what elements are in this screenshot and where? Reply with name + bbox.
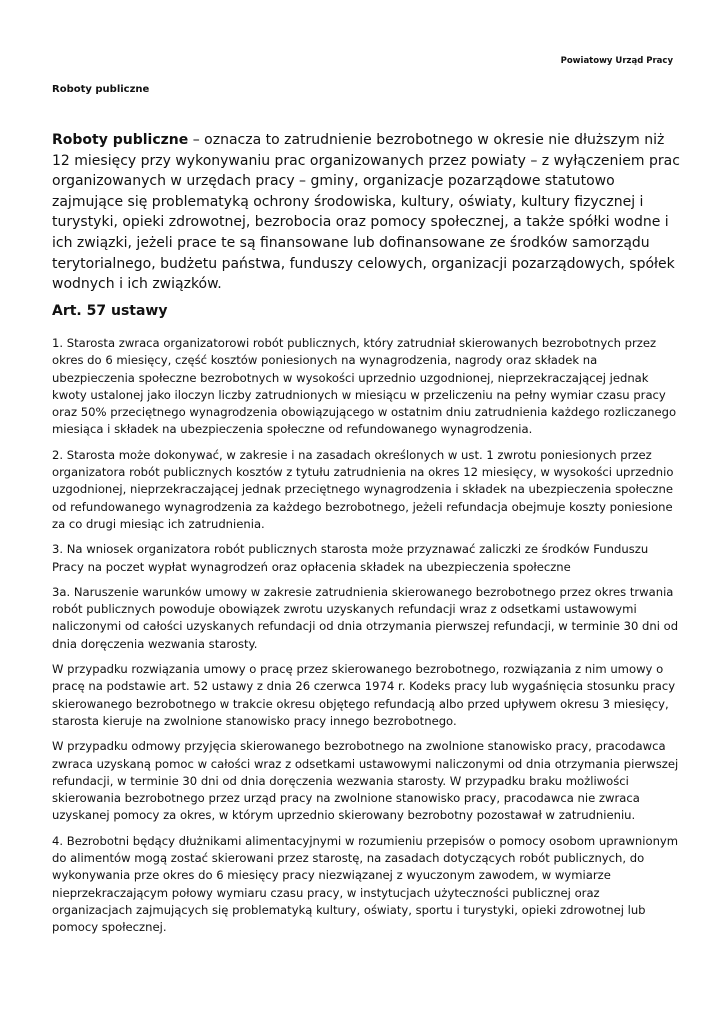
article-body	[52, 335, 682, 945]
paragraph-3a-refusal: W przypadku odmowy przyjęcia skierowanego bezrobotnego na zwolnione stanowisko pracy, pracodawca zwraca uzyskaną pomoc w całości wraz z odsetkami ustawowymi naliczonymi od dnia otrzymania pierwszej refundacji, w terminie 30 dni od dnia doręczenia wezwania starosty. W przypadku braku możliwości skierowania bezrobotnego przez urząd pracy na zwolnione stanowisko pracy, pracodawca nie zwraca uzyskanej pomocy za okres, w którym uprzednio skierowany bezrobotny pozostawał w zatrudnieniu.	[52, 739, 679, 823]
definition-paragraph	[52, 130, 682, 295]
organization-name: Powiatowy Urząd Pracy	[560, 56, 673, 66]
definition-text: – oznacza to zatrudnienie bezrobotnego w okresie nie dłuższym niż 12 miesięcy przy wykonywaniu prac organizowanych przez powiaty – z wyłączeniem prac organizowanych w urzędach pracy – gminy, organizacje pozarządowe statutowo zajmujące się problematyką ochrony środowiska, kultury, oświaty, kultury fizycznej i turystyki, opieki zdrowotnej, bezrobocia oraz pomocy społecznej, a także spółki wodne i ich związki, jeżeli prace te są finansowane lub dofinansowane ze środków samorządu terytorialnego, budżetu państwa, funduszy celowych, organizacji pozarządowych, spółek wodnych i ich związków.	[52, 132, 680, 293]
paragraph-2: 2. Starosta może dokonywać, w zakresie i na zasadach określonych w ust. 1 zwrotu poniesionych przez organizatora robót publicznych kosztów z tytułu zatrudnienia na okres 12 miesięcy, w wysokości uprzednio uzgodnionej, nieprzekraczającej jednak przeciętnego wynagrodzenia i składek na ubezpieczenia społeczne od refundowanego wynagrodzenia za każdego bezrobotnego, jeżeli refundacja obejmuje koszty poniesione za co drugi miesiąc ich zatrudnienia.	[52, 447, 674, 531]
paragraph-3a-termination: W przypadku rozwiązania umowy o pracę przez skierowanego bezrobotnego, rozwiązania z nim umowy o pracę na podstawie art. 52 ustawy z dnia 26 czerwca 1974 r. Kodeks pracy lub wygaśnięcia stosunku pracy skierowanego bezrobotnego w trakcie okresu objętego refundacją albo przed upływem okresu 3 miesięcy, starosta kieruje na zwolnione stanowisko pracy innego bezrobotnego.	[52, 662, 676, 728]
paragraph-3a: 3a. Naruszenie warunków umowy w zakresie zatrudnienia skierowanego bezrobotnego przez okres trwania robót publicznych powoduje obowiązek zwrotu uzyskanych refundacji wraz z odsetkami ustawowymi naliczonymi od całości uzyskanych refundacji od dnia otrzymania pierwszej refundacji, w terminie 30 dni od dnia doręczenia wezwania starosty.	[52, 584, 679, 651]
paragraph-3: 3. Na wniosek organizatora robót publicznych starosta może przyznawać zaliczki ze środków Funduszu Pracy na poczet wypłat wynagrodzeń oraz opłacenia składek na ubezpieczenia społeczne	[52, 542, 649, 574]
document-label: Roboty publiczne	[52, 84, 150, 95]
paragraph-4: 4. Bezrobotni będący dłużnikami alimentacyjnymi w rozumieniu przepisów o pomocy osobom uprawnionym do alimentów mogą zostać skierowani przez starostę, na zasadach dotyczących robót publicznych, do wykonywania prze okres do 6 miesięcy pracy niezwiązanej z wyuczonym zawodem, w wymiarze nieprzekraczającym połowy wymiaru czasu pracy, w instytucjach użyteczności publicznej oraz organizacjach zajmujących się problematyką kultury, oświaty, sportu i turystyki, opieki zdrowotnej lub pomocy społecznej.	[52, 833, 679, 935]
paragraph-1: 1. Starosta zwraca organizatorowi robót publicznych, który zatrudniał skierowanych bezrobotnych przez okres do 6 miesięcy, część kosztów poniesionych na wynagrodzenia, nagrody oraz składek na ubezpieczenia społeczne bezrobotnych w wysokości uprzednio uzgodnionej, nieprzekraczającej jednak kwoty ustalonej jako iloczyn liczby zatrudnionych w miesiącu w przeliczeniu na pełny wymiar czasu pracy oraz 50% przeciętnego wynagrodzenia obowiązującego w ostatnim dniu zatrudnienia każdego rozliczanego miesiąca i składek na ubezpieczenia społeczne od refundowanego wynagrodzenia.	[52, 336, 677, 437]
definition-term: Roboty publiczne	[52, 132, 189, 148]
article-heading: Art. 57 ustawy	[52, 303, 168, 319]
